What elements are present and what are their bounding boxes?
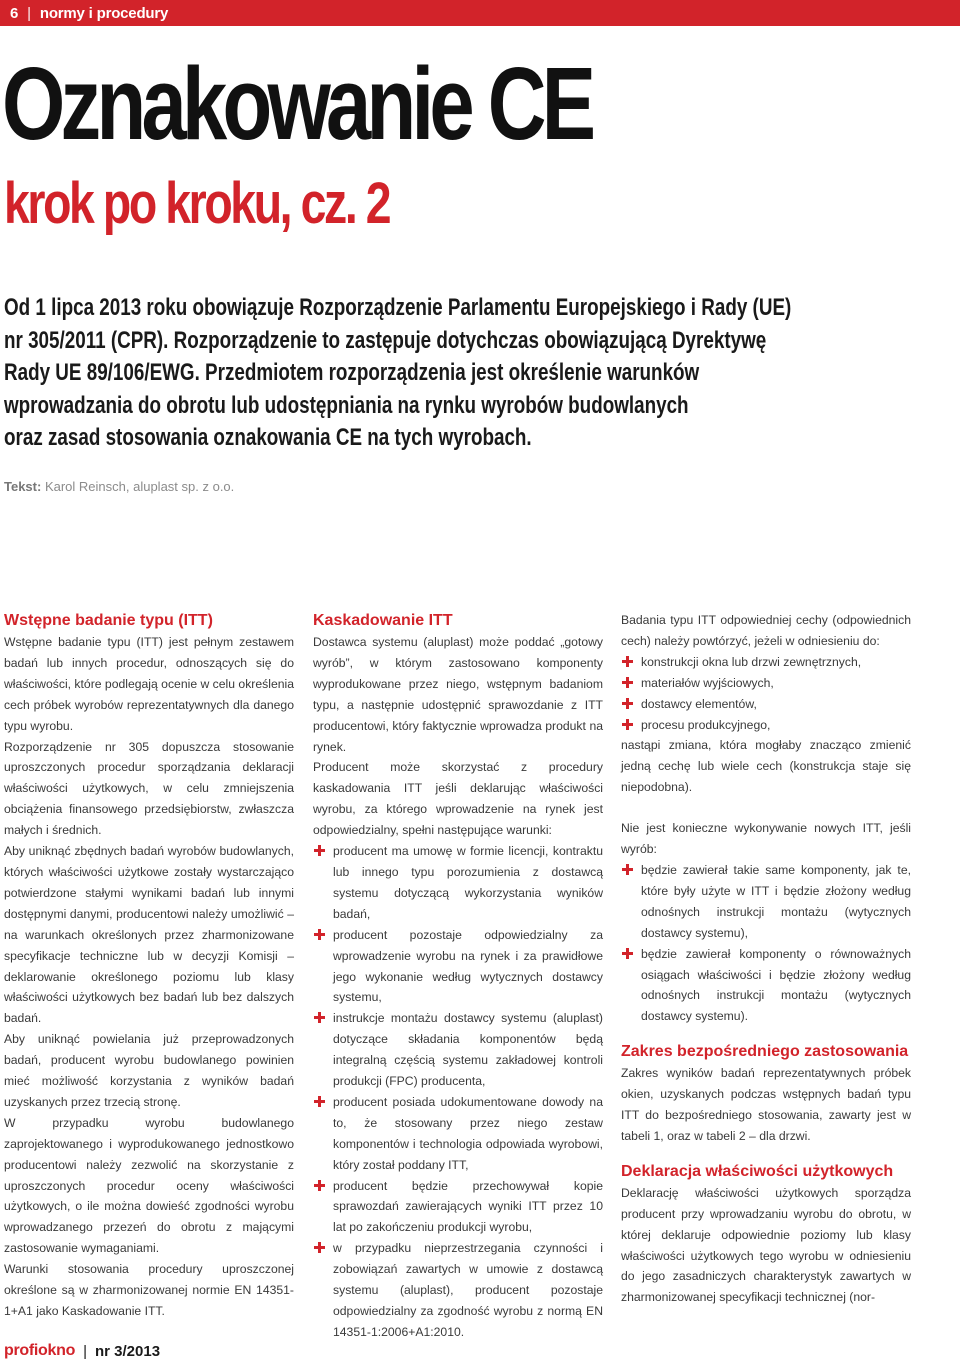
section-name: normy i procedury bbox=[39, 4, 169, 22]
plus-icon bbox=[314, 845, 325, 856]
plus-icon bbox=[314, 1012, 325, 1023]
paragraph: Aby uniknąć powielania już przeprowadzonych badań, producent wyrobu budowlanego powinien mieć możliwość korzystania z wyników badań uzyskanych przez trzecią stronę. bbox=[4, 1032, 294, 1109]
article-lead bbox=[4, 292, 852, 455]
lead-line: wprowadzania do obrotu lub udostępniania na rynku wyrobów budowlanych bbox=[4, 391, 689, 419]
header-separator: | bbox=[27, 4, 31, 22]
byline-label: Tekst: bbox=[4, 479, 42, 494]
paragraph: Nie jest konieczne wykonywanie nowych ITT, jeśli wyrób: bbox=[621, 821, 911, 857]
plus-icon bbox=[622, 864, 633, 875]
paragraph: nastąpi zmiana, która mogłaby znacząco zmienić jedną cechę lub wiele cech (konstrukcja staje się niepodobna). bbox=[621, 738, 911, 795]
list-item: będzie zawierał komponenty o równoważnych osiągach właściwości i będzie złożony według odnośnych instrukcji montażu (wytycznych dostawcy systemu). bbox=[621, 944, 911, 1028]
paragraph: Producent może skorzystać z procedury kaskadowania ITT jeśli deklarując właściwości wyrobu, za którego wprowadzenie na rynek jest odpowiedzialny, spełni następujące warunki: bbox=[313, 760, 603, 838]
list-item: instrukcje montażu dostawcy systemu (aluplast) dotyczące składania komponentów będą integralną częścią systemu zakładowej kontroli produkcji (FPC) producenta, bbox=[313, 1008, 603, 1092]
byline bbox=[4, 479, 234, 494]
paragraph: Aby uniknąć zbędnych badań wyrobów budowlanych, których właściwości użytkowe zostały wystarczająco potwierdzone stałymi wynikami badań lub innymi dostępnymi danymi, producentowi należy umożliwić – na warunkach określonych przez zharmonizowane specyfikacje techniczne lub w decyzji Komisji – deklarowanie określonego poziomu lub klasy właściwości użytkowych bez badań lub bez dalszych badań. bbox=[4, 844, 294, 1026]
column-3 bbox=[621, 610, 911, 1308]
plus-icon bbox=[622, 719, 633, 730]
header-bar bbox=[0, 0, 960, 26]
paragraph: Warunki stosowania procedury uproszczonej określone są w zharmonizowanej normie EN 14351-1+A1 jako Kaskadowanie ITT. bbox=[4, 1262, 294, 1318]
change-list bbox=[621, 652, 911, 736]
section-heading-itt: Wstępne badanie typu (ITT) bbox=[4, 612, 213, 629]
paragraph: Dostawca systemu (aluplast) może poddać „gotowy wyrób”, w którym zastosowano komponenty wyprodukowane przez niego, wstępnym badaniom typu, a następnie udostępnić sprawozdanie z ITT producentowi, który faktycznie wprowadza produkt na rynek. bbox=[313, 635, 603, 754]
plus-icon bbox=[622, 698, 633, 709]
article-title: Oznakowanie CE bbox=[2, 46, 592, 161]
paragraph: Deklarację właściwości użytkowych sporządza producent przy wprowadzaniu wyrobu do obrotu, w której deklaruje odpowiednie poziomy lub klasy właściwości użytkowych tego wyrobu w odniesieniu do jego zasadniczych charakterystyk zawartych w zharmonizowanej specyfikacji technicznej (nor- bbox=[621, 1185, 911, 1305]
list-item: producent pozostaje odpowiedzialny za wprowadzenie wyrobu na rynek i za prawidłowe jego wykonanie według wytycznych dostawcy systemu, bbox=[313, 925, 603, 1009]
lead-line: Od 1 lipca 2013 roku obowiązuje Rozporządzenie Parlamentu Europejskiego i Rady (UE) bbox=[4, 294, 792, 321]
column-1 bbox=[4, 610, 294, 1322]
list-item: materiałów wyjściowych, bbox=[621, 673, 911, 694]
list-item: producent będzie przechowywał kopie sprawozdań zawierających wyniki ITT przez 10 lat po zakończeniu produkcji wyrobu, bbox=[313, 1176, 603, 1239]
plus-icon bbox=[622, 677, 633, 688]
plus-icon bbox=[622, 656, 633, 667]
list-item: procesu produkcyjnego, bbox=[621, 715, 911, 736]
plus-icon bbox=[314, 929, 325, 940]
list-item: będzie zawierał takie same komponenty, jak te, które były użyte w ITT i będzie złożony według odnośnych instrukcji montażu (wytycznych dostawcy systemu), bbox=[621, 860, 911, 944]
paragraph: Wstępne badanie typu (ITT) jest pełnym zestawem badań lub innych procedur, odnoszących się do właściwości, które podlegają ocenie w celu określenia cech próbek wyrobów reprezentatywnych dla danego typu wyrobu. bbox=[4, 635, 294, 733]
plus-icon bbox=[314, 1242, 325, 1253]
magazine-brand: profiokno bbox=[4, 1342, 76, 1359]
lead-line: oraz zasad stosowania oznakowania CE na tych wyrobach. bbox=[4, 424, 532, 451]
plus-icon bbox=[622, 948, 633, 959]
paragraph: Badania typu ITT odpowiedniej cechy (odpowiednich cech) należy powtórzyć, jeżeli w odniesieniu do: bbox=[621, 613, 911, 648]
lead-line: nr 305/2011 (CPR). Rozporządzenie to zastępuje dotychczas obowiązującą Dyrektywę bbox=[4, 326, 767, 354]
issue-number: nr 3/2013 bbox=[94, 1342, 161, 1360]
article-subtitle: krok po kroku, cz. 2 bbox=[4, 171, 390, 236]
page-number: 6 bbox=[10, 4, 19, 22]
plus-icon bbox=[314, 1096, 325, 1107]
exemption-list bbox=[621, 860, 911, 1027]
list-item: w przypadku nieprzestrzegania czynności i zobowiązań zawartych w umowie z dostawcą systemu (aluplast), producent pozostaje odpowiedzialny za zgodność wyrobu z normą EN 14351-1:2006+A1:2010. bbox=[313, 1238, 603, 1343]
list-item: producent ma umowę w formie licencji, kontraktu lub innego typu porozumienia z dostawcą systemu dotyczącą wykorzystania wyników badań, bbox=[313, 841, 603, 925]
section-heading-declaration: Deklaracja właściwości użytkowych bbox=[621, 1162, 894, 1180]
conditions-list bbox=[313, 841, 603, 1343]
paragraph: W przypadku wyrobu budowlanego zaprojektowanego i wyprodukowanego jednostkowo producentowi należy zezwolić na skorzystanie z uproszczonych procedur oceny właściwości użytkowych, o ile można dowieść zgodności wyrobu wprowadzanego przezeń do obrotu z mającymi zastosowanie wymaganiami. bbox=[4, 1115, 294, 1256]
section-heading-cascading: Kaskadowanie ITT bbox=[313, 612, 453, 629]
column-2 bbox=[313, 610, 603, 1343]
footer bbox=[4, 1342, 160, 1360]
list-item: dostawcy elementów, bbox=[621, 694, 911, 715]
paragraph: Rozporządzenie nr 305 dopuszcza stosowanie uproszczonych procedur sporządzania deklaracji właściwości użytkowych, w celu zmniejszenia obciążenia finansowego przedsiębiorstw, zwłaszcza małych i średnich. bbox=[4, 739, 294, 838]
plus-icon bbox=[314, 1180, 325, 1191]
footer-separator: | bbox=[83, 1342, 87, 1360]
byline-author: Karol Reinsch, aluplast sp. z o.o. bbox=[44, 479, 235, 494]
section-heading-scope: Zakres bezpośredniego zastosowania bbox=[621, 1043, 909, 1061]
list-item: konstrukcji okna lub drzwi zewnętrznych, bbox=[621, 652, 911, 673]
list-item: producent posiada udokumentowane dowody na to, że stosowany przez niego zestaw komponentów i technologia odpowiada wyrobowi, który został poddany ITT, bbox=[313, 1092, 603, 1176]
lead-line: Rady UE 89/106/EWG. Przedmiotem rozporządzenia jest określenie warunków bbox=[4, 359, 700, 386]
paragraph: Zakres wyników badań reprezentatywnych próbek okien, uzyskanych podczas wstępnych badań typu ITT do bezpośredniego stosowania, zawarty jest w tabeli 1, oraz w tabeli 2 – dla drzwi. bbox=[621, 1066, 911, 1143]
